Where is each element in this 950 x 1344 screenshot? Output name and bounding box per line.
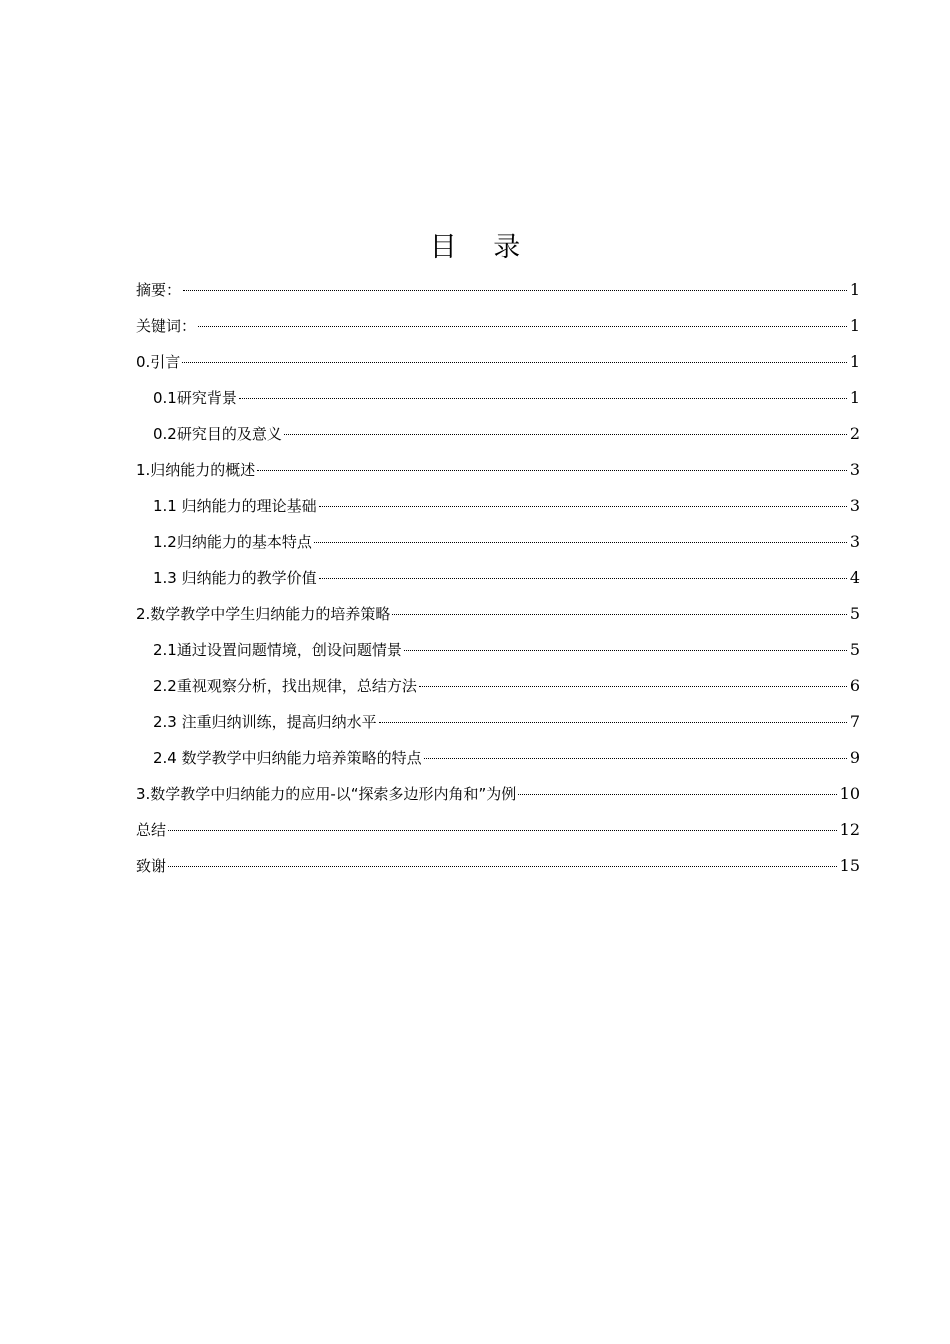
toc-entry-page-number: 2: [849, 424, 860, 443]
toc-entry[interactable]: [136, 416, 860, 452]
toc-leader-dots: [319, 578, 847, 579]
toc-entry-label: 总结: [136, 821, 167, 839]
toc-entry[interactable]: [136, 812, 860, 848]
toc-entry-page-number: 4: [849, 568, 860, 587]
toc-entry-label: 1.3 归纳能力的教学价值: [153, 569, 317, 587]
toc-entry[interactable]: [136, 488, 860, 524]
toc-leader-dots: [419, 686, 847, 687]
toc-entry[interactable]: [136, 740, 860, 776]
toc-leader-dots: [518, 794, 836, 795]
toc-entry[interactable]: [136, 524, 860, 560]
toc-leader-dots: [379, 722, 847, 723]
toc-entry-label: 关键词：: [136, 317, 197, 335]
toc-entry-page-number: 6: [849, 676, 860, 695]
toc-entry[interactable]: [136, 596, 860, 632]
toc-leader-dots: [239, 398, 847, 399]
toc-entry[interactable]: [136, 704, 860, 740]
toc-entry-page-number: 15: [839, 856, 860, 875]
toc-entry-page-number: 3: [849, 460, 860, 479]
toc-entry-label: 0.引言: [136, 353, 181, 371]
toc-entry-label: 2.2重视观察分析，找出规律，总结方法: [153, 677, 417, 695]
toc-entry-page-number: 1: [849, 388, 860, 407]
toc-leader-dots: [257, 470, 847, 471]
toc-leader-dots: [424, 758, 847, 759]
toc-entry-label: 1.1 归纳能力的理论基础: [153, 497, 317, 515]
toc-entry[interactable]: [136, 452, 860, 488]
toc-entry-page-number: 5: [849, 640, 860, 659]
toc-entry[interactable]: [136, 380, 860, 416]
toc-entry-page-number: 3: [849, 532, 860, 551]
toc-entry-label: 2.数学教学中学生归纳能力的培养策略: [136, 605, 391, 623]
toc-entry-label: 2.4 数学教学中归纳能力培养策略的特点: [153, 749, 422, 767]
toc-entry-label: 致谢: [136, 857, 167, 875]
toc-entry[interactable]: [136, 308, 860, 344]
toc-leader-dots: [168, 866, 837, 867]
toc-leader-dots: [168, 830, 837, 831]
toc-entry[interactable]: [136, 344, 860, 380]
toc-entry-page-number: 10: [839, 784, 860, 803]
toc-entry-label: 3.数学教学中归纳能力的应用-以“探索多边形内角和”为例: [136, 785, 517, 803]
toc-entry-label: 0.1研究背景: [153, 389, 237, 407]
toc-entry[interactable]: [136, 668, 860, 704]
toc-leader-dots: [314, 542, 847, 543]
toc-leader-dots: [183, 290, 847, 291]
toc-entry-label: 2.3 注重归纳训练，提高归纳水平: [153, 713, 377, 731]
toc-entry-page-number: 1: [849, 316, 860, 335]
toc-entry[interactable]: [136, 632, 860, 668]
toc-entry-page-number: 9: [849, 748, 860, 767]
toc-leader-dots: [198, 326, 847, 327]
toc-entry[interactable]: [136, 272, 860, 308]
toc-entry-label: 1.归纳能力的概述: [136, 461, 256, 479]
toc-list: [136, 272, 860, 884]
toc-entry[interactable]: [136, 560, 860, 596]
toc-title: 目 录: [429, 232, 535, 263]
toc-entry-label: 0.2研究目的及意义: [153, 425, 282, 443]
toc-entry-page-number: 1: [849, 280, 860, 299]
toc-entry-page-number: 3: [849, 496, 860, 515]
toc-leader-dots: [392, 614, 846, 615]
toc-entry-label: 2.1通过设置问题情境，创设问题情景: [153, 641, 402, 659]
toc-entry[interactable]: [136, 848, 860, 884]
toc-entry-page-number: 5: [849, 604, 860, 623]
toc-leader-dots: [284, 434, 847, 435]
toc-entry[interactable]: [136, 776, 860, 812]
toc-entry-page-number: 1: [849, 352, 860, 371]
toc-leader-dots: [404, 650, 847, 651]
toc-entry-page-number: 7: [849, 712, 860, 731]
toc-leader-dots: [319, 506, 847, 507]
toc-entry-label: 摘要：: [136, 281, 182, 299]
toc-entry-label: 1.2归纳能力的基本特点: [153, 533, 312, 551]
toc-leader-dots: [182, 362, 847, 363]
toc-entry-page-number: 12: [839, 820, 860, 839]
